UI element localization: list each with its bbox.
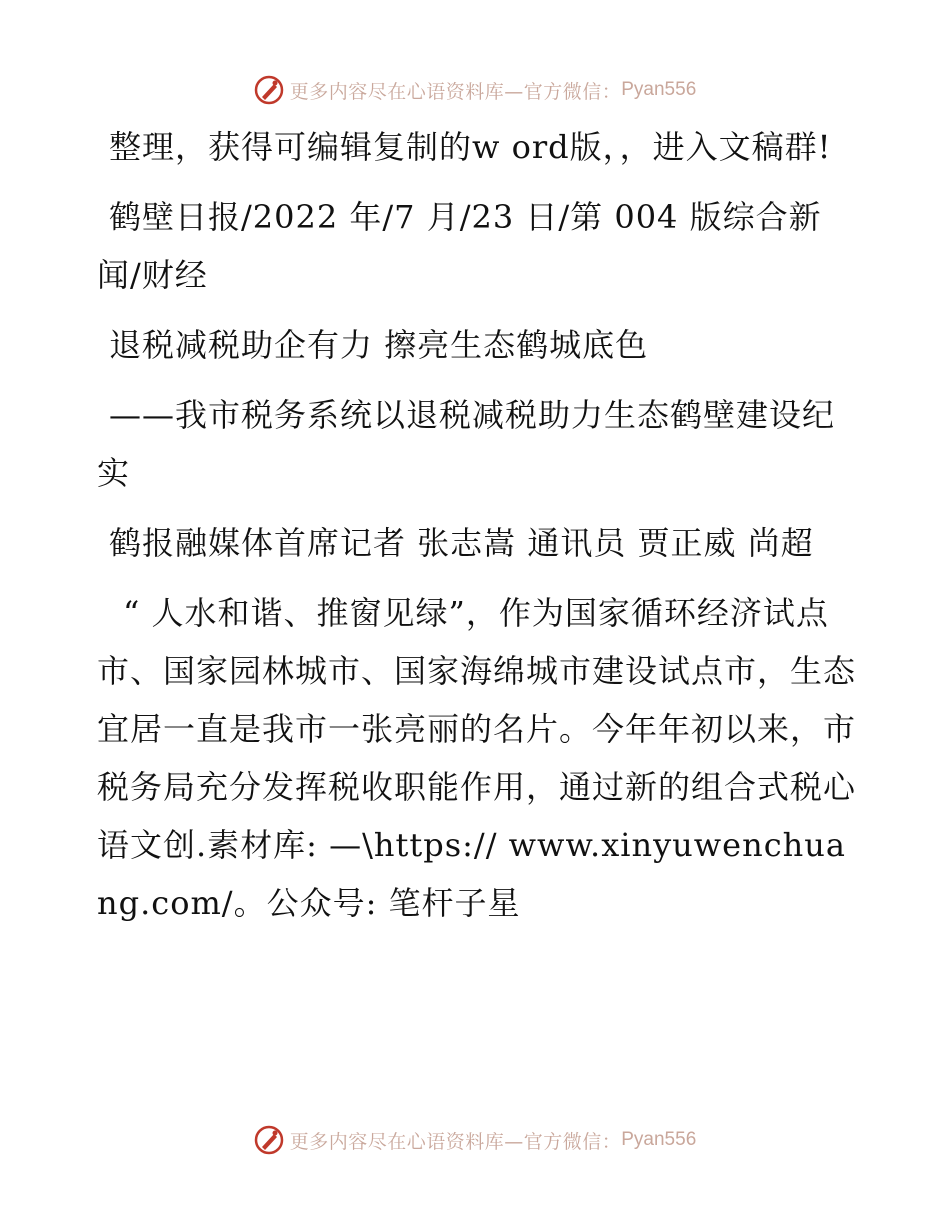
intro-paragraph: 整理，获得可编辑复制的w ord版，，进入文稿群! [109, 128, 832, 166]
banner-wechat-id: Pyan556 [621, 79, 697, 100]
pen-logo-icon [254, 75, 284, 105]
header-watermark-banner [0, 70, 950, 110]
source-line: 鹤壁日报/2022 年/7 月/23 日/第 004 版综合新闻/财经 [97, 198, 822, 294]
document-body [97, 118, 857, 944]
pen-logo-icon [254, 1125, 284, 1155]
body-paragraph: “ 人水和谐、推窗见绿”，作为国家循环经济试点市、国家园林城市、国家海绵城市建设试点市，生态宜居一直是我市一张亮丽的名片。今年年初以来，市税务局充分发挥税收职能作用，通过新的组合式税心语文创.素材库: —\https:// www.xinyuwenchuang.com/。公众号: 笔杆子星 [97, 594, 857, 922]
byline: 鹤报融媒体首席记者 张志嵩 通讯员 贾正威 尚超 [109, 524, 814, 562]
banner-wechat-id: Pyan556 [621, 1129, 697, 1150]
article-subtitle: ——我市税务系统以退税减税助力生态鹤壁建设纪实 [97, 396, 836, 492]
banner-text: 更多内容尽在心语资料库—官方微信： [289, 1130, 622, 1153]
article-title: 退税减税助企有力 擦亮生态鹤城底色 [109, 326, 649, 364]
banner-text: 更多内容尽在心语资料库—官方微信： [289, 80, 622, 103]
footer-watermark-banner [0, 1120, 950, 1160]
